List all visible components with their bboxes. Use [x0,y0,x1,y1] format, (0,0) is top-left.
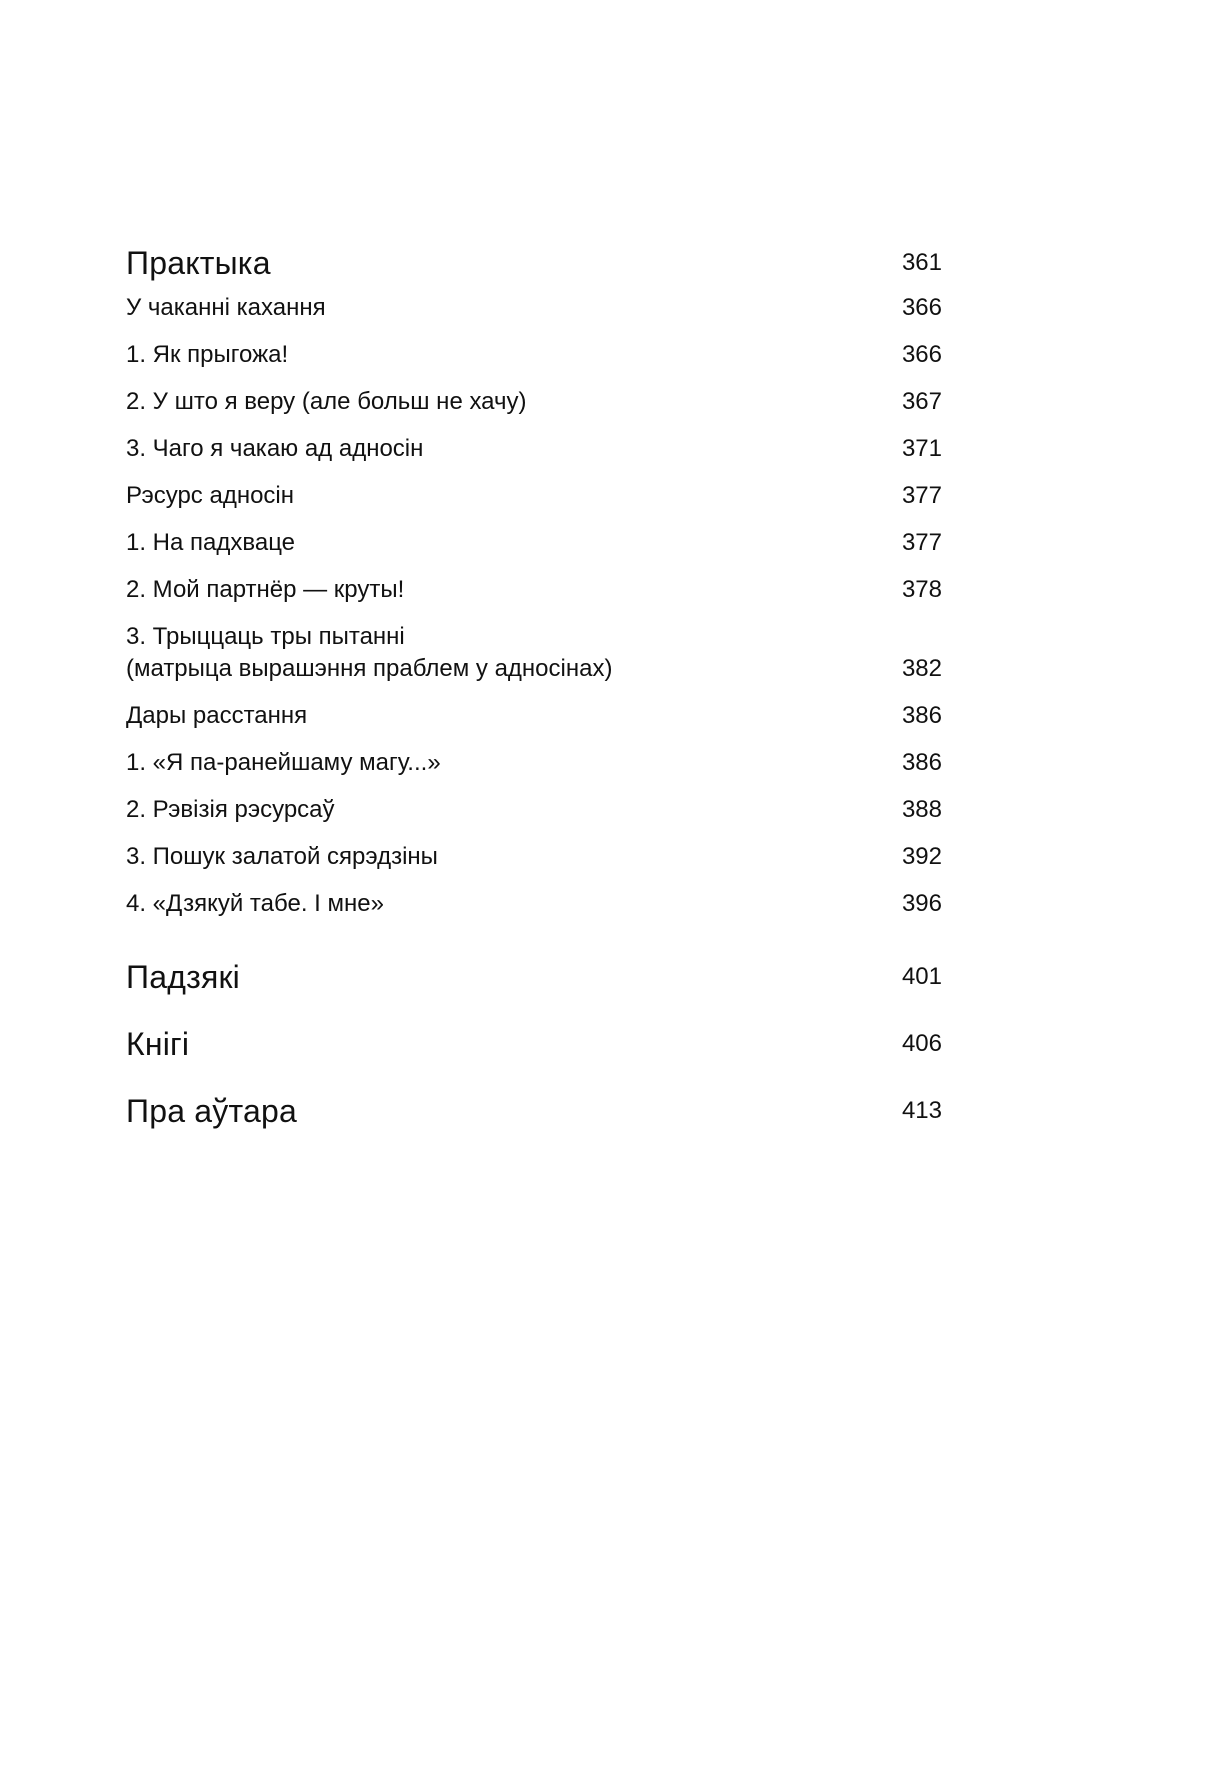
toc-entry-page: 388 [901,796,942,823]
toc-entry-title: 2. Рэвізія рэсурсаў [126,796,335,823]
toc-entry-page: 386 [901,702,942,729]
toc-entry-title: У чаканні кахання [126,294,326,321]
toc-entry-chapter [126,700,942,732]
toc-entry-page: 382 [901,655,942,682]
toc-entry-title: Падзякі [126,959,240,995]
toc-entry-page: 396 [901,890,942,917]
toc-entry-title: Практыка [126,245,271,281]
toc-entry-page: 406 [901,1030,942,1057]
toc-entry-title: 1. «Я па-ранейшаму магу...» [126,749,441,776]
toc-entry-page: 378 [901,576,942,603]
toc-entry-subitem [126,841,942,873]
toc-entry-page: 366 [901,341,942,368]
toc-entry-subitem [126,621,942,685]
toc-entry-title: Пра аўтара [126,1093,297,1129]
toc-entry-page: 392 [901,843,942,870]
toc-entry-page: 371 [901,435,942,462]
toc-entry-section [126,1025,942,1063]
toc-entry-page: 377 [901,529,942,556]
toc-entry-page: 386 [901,749,942,776]
toc-entry-page: 361 [901,249,942,276]
toc-entry-title: 2. Мой партнёр — круты! [126,576,405,603]
table-of-contents [126,244,942,1130]
toc-entry-title: Дары расстання [126,702,308,729]
toc-entry-subitem [126,339,942,371]
toc-entry-title-line: (матрыца вырашэння праблем у адносінах) [126,655,613,682]
toc-entry-title: 3. Чаго я чакаю ад адносін [126,435,424,462]
toc-entry-subitem [126,386,942,418]
toc-entry-title-line: 3. Трыццаць тры пытанні [126,623,405,650]
toc-entry-page: 367 [901,388,942,415]
toc-entry-subitem [126,574,942,606]
toc-entry-subitem [126,888,942,920]
toc-entry-subitem [126,794,942,826]
toc-entry-title: 3. Пошук залатой сярэдзіны [126,843,438,870]
toc-entry-title: Рэсурс адносін [126,482,295,509]
toc-entry-section [126,244,942,282]
toc-entry-title: 1. На падхваце [126,529,296,556]
toc-entry-title: 4. «Дзякуй табе. І мне» [126,890,384,917]
toc-entry-section [126,1092,942,1130]
toc-entry-page: 377 [901,482,942,509]
toc-entry-title: 2. У што я веру (але больш не хачу) [126,388,527,415]
toc-entry-section [126,958,942,996]
toc-entry-title: Кнігі [126,1026,190,1062]
toc-entry-subitem [126,527,942,559]
toc-entry-page: 413 [901,1097,942,1124]
toc-entry-subitem [126,433,942,465]
toc-entry-chapter [126,480,942,512]
toc-entry-title: 1. Як прыгожа! [126,341,289,368]
toc-entry-subitem [126,747,942,779]
toc-entry-chapter [126,292,942,324]
toc-entry-title-multiline [126,621,612,685]
toc-entry-page: 401 [901,963,942,990]
toc-entry-page: 366 [901,294,942,321]
